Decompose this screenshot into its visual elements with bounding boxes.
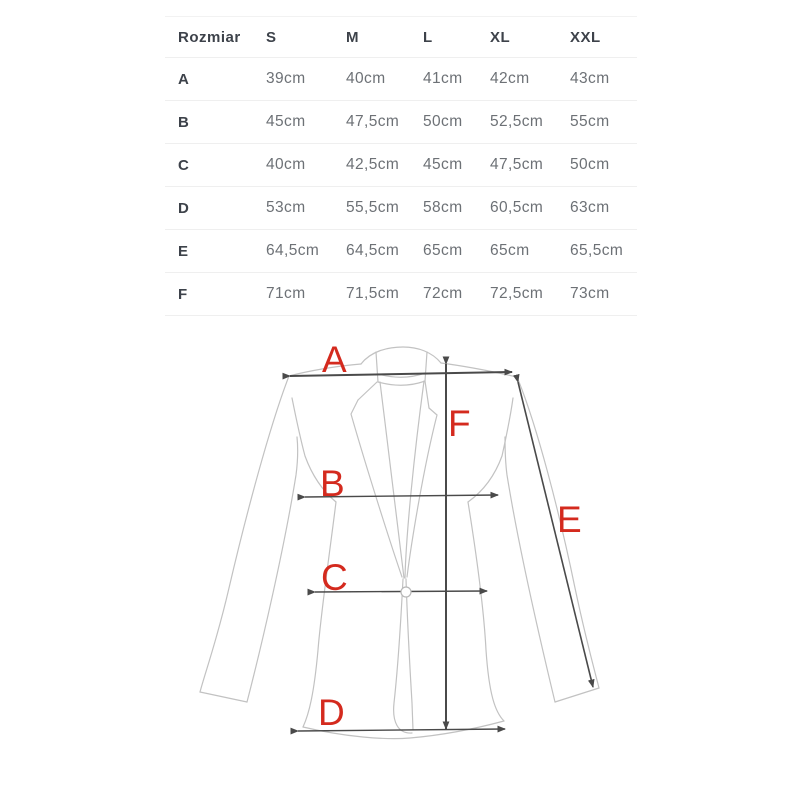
size-value-cell: 71cm <box>266 285 306 302</box>
collar-top <box>361 347 441 364</box>
row-label: C <box>178 156 190 174</box>
size-value-cell: 55cm <box>570 113 610 130</box>
armhole-right <box>468 398 513 502</box>
size-value-cell: 60,5cm <box>490 199 544 216</box>
collar-point-left <box>358 382 377 400</box>
column-header-m: M <box>346 28 359 46</box>
size-value-cell: 39cm <box>266 70 306 87</box>
size-value-cell: 45cm <box>266 113 306 130</box>
lapel-outer-right <box>407 408 437 577</box>
measure-label-c: C <box>321 557 348 598</box>
collar-point-right <box>425 381 429 408</box>
column-header-l: L <box>423 28 433 46</box>
size-value-cell: 42,5cm <box>346 156 400 173</box>
row-label: E <box>178 242 189 260</box>
cuff-left <box>200 692 247 702</box>
size-value-cell: 64,5cm <box>266 242 320 259</box>
size-value-cell: 47,5cm <box>346 113 400 130</box>
size-value-cell: 65cm <box>423 242 463 259</box>
column-header-xl: XL <box>490 28 511 46</box>
collar-band-seam-2 <box>378 381 425 385</box>
size-value-cell: 64,5cm <box>346 242 400 259</box>
measure-label-a: A <box>322 339 347 380</box>
size-value-cell: 73cm <box>570 285 610 302</box>
measure-label-f: F <box>448 403 471 444</box>
measure-label-e: E <box>557 499 582 540</box>
size-value-cell: 42cm <box>490 70 530 87</box>
size-value-cell: 50cm <box>423 113 463 130</box>
size-value-cell: 72cm <box>423 285 463 302</box>
size-value-cell: 53cm <box>266 199 306 216</box>
row-label: A <box>178 70 190 88</box>
size-value-cell: 58cm <box>423 199 463 216</box>
measurement-arrows <box>290 364 593 731</box>
size-value-cell: 40cm <box>266 156 306 173</box>
measure-label-d: D <box>318 692 345 733</box>
size-value-cell: 52,5cm <box>490 113 544 130</box>
size-value-cell: 47,5cm <box>490 156 544 173</box>
column-header-xxl: XXL <box>570 28 601 46</box>
sleeve-left-inner <box>247 437 298 702</box>
size-value-cell: 41cm <box>423 70 463 87</box>
front-edge-right <box>406 579 413 730</box>
column-header-s: S <box>266 28 277 46</box>
jacket-button <box>401 587 411 597</box>
sleeve-left-outer <box>200 376 289 692</box>
lapel-outer-left <box>351 400 402 577</box>
size-value-cell: 55,5cm <box>346 199 400 216</box>
collar-right-edge <box>425 352 427 381</box>
column-header-rozmiar: Rozmiar <box>178 28 241 46</box>
size-value-cell: 40cm <box>346 70 386 87</box>
size-value-cell: 50cm <box>570 156 610 173</box>
lapel-roll-right <box>405 381 424 578</box>
side-seam-right <box>468 502 504 721</box>
sleeve-right-inner <box>505 437 555 702</box>
jacket-drawing <box>200 347 599 739</box>
row-label: D <box>178 199 190 217</box>
size-value-cell: 65,5cm <box>570 242 624 259</box>
size-value-cell: 63cm <box>570 199 610 216</box>
cuff-right <box>555 688 599 702</box>
size-value-cell: 43cm <box>570 70 610 87</box>
row-label: B <box>178 113 190 131</box>
measure-arrow-e <box>518 382 593 687</box>
row-label: F <box>178 285 188 303</box>
size-value-cell: 45cm <box>423 156 463 173</box>
shoulder-right <box>441 363 517 377</box>
size-value-cell: 72,5cm <box>490 285 544 302</box>
size-value-cell: 71,5cm <box>346 285 400 302</box>
size-value-cell: 65cm <box>490 242 530 259</box>
measure-label-b: B <box>320 463 345 504</box>
collar-left-edge <box>376 352 378 382</box>
